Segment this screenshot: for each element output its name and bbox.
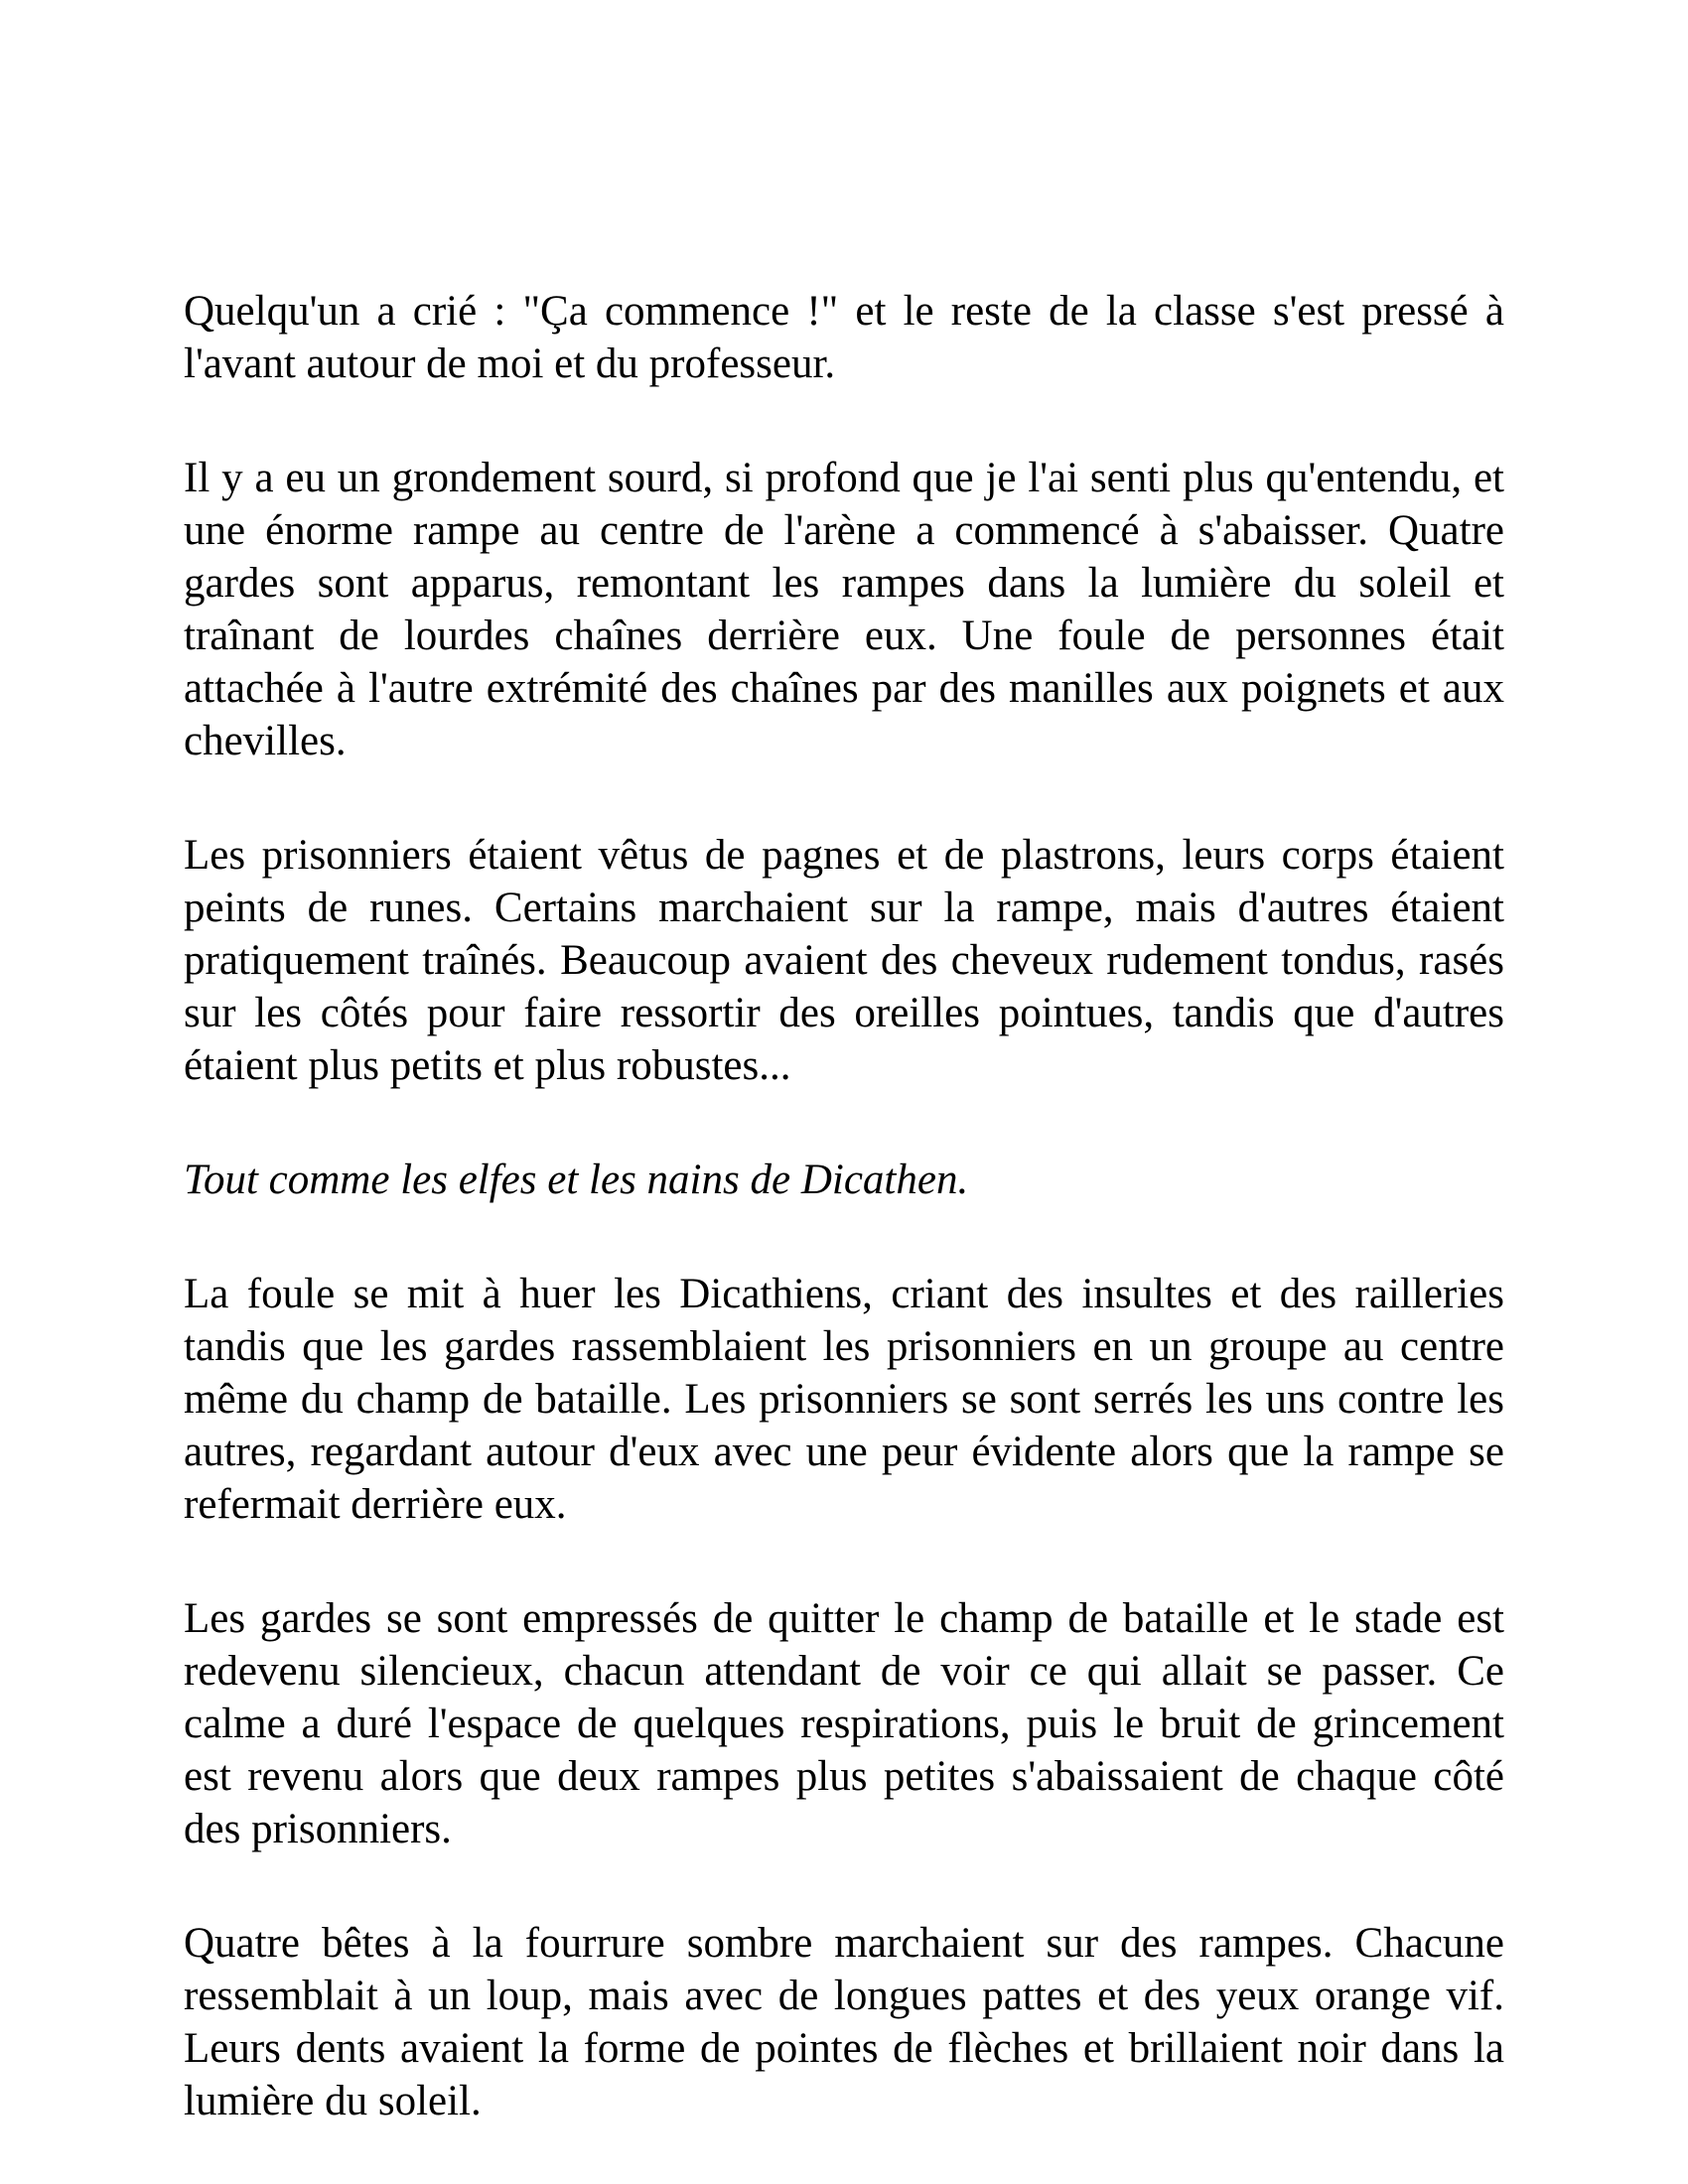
paragraph-1: Quelqu'un a crié : "Ça commence !" et le reste de la classe s'est pressé à l'avant autour de moi et du professeur.	[184, 288, 1504, 387]
paragraph-7: Quatre bêtes à la fourrure sombre marchaient sur des rampes. Chacune ressemblait à un loup, mais avec de longues pattes et des yeux orange vif. Leurs dents avaient la forme de pointes de flèches et brillaient noir dans la lumière du soleil.	[184, 1920, 1504, 2124]
paragraph-5: La foule se mit à huer les Dicathiens, criant des insultes et des railleries tandis que les gardes rassemblaient les prisonniers en un groupe au centre même du champ de bataille. Les prisonniers se sont serrés les uns contre les autres, regardant autour d'eux avec une peur évidente alors que la rampe se refermait derrière eux.	[184, 1271, 1504, 1528]
paragraph-2: Il y a eu un grondement sourd, si profond que je l'ai senti plus qu'entendu, et une énorme rampe au centre de l'arène a commencé à s'abaisser. Quatre gardes sont apparus, remontant les rampes dans la lumière du soleil et traînant de lourdes chaînes derrière eux. Une foule de personnes était attachée à l'autre extrémité des chaînes par des manilles aux poignets et aux chevilles.	[184, 455, 1504, 764]
paragraph-4-italic: Tout comme les elfes et les nains de Dicathen.	[184, 1157, 969, 1203]
paragraph-6: Les gardes se sont empressés de quitter le champ de bataille et le stade est redevenu silencieux, chacun attendant de voir ce qui allait se passer. Ce calme a duré l'espace de quelques respirations, puis le bruit de grincement est revenu alors que deux rampes plus petites s'abaissaient de chaque côté des prisonniers.	[184, 1595, 1504, 1852]
paragraph-3: Les prisonniers étaient vêtus de pagnes et de plastrons, leurs corps étaient peints de runes. Certains marchaient sur la rampe, mais d'autres étaient pratiquement traînés. Beaucoup avaient des cheveux rudement tondus, rasés sur les côtés pour faire ressortir des oreilles pointues, tandis que d'autres étaient plus petits et plus robustes...	[184, 832, 1504, 1089]
